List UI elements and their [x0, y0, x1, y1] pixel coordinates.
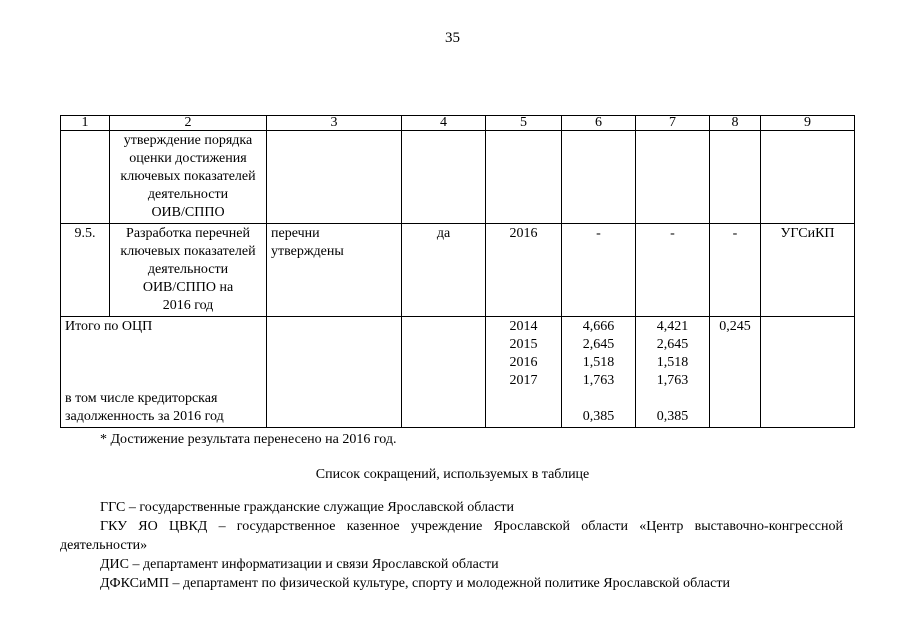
table-cell-years: 2014 2015 2016 2017 [486, 317, 562, 428]
program-table [60, 115, 855, 428]
table-cell-value: да [402, 224, 486, 317]
table-cell-number: 9.5. [61, 224, 110, 317]
table-cell-amount: - [636, 224, 710, 317]
table-cell [761, 317, 855, 428]
table-row-9-5 [61, 224, 855, 317]
table-cell [402, 131, 486, 224]
table-cell-result: перечни утверждены [267, 224, 402, 317]
abbreviations-list [60, 498, 843, 593]
table-cell-amount-total: 4,666 2,645 1,518 1,763 0,385 [562, 317, 636, 428]
abbreviation-item: ДФКСиМП – департамент по физической культуре, спорту и молодежной политике Ярославской области [100, 576, 730, 591]
footnote: * Достижение результата перенесено на 2016 год. [100, 432, 397, 447]
table-cell-description: Разработка перечней ключевых показателей деятельности ОИВ/СППО на 2016 год [110, 224, 267, 317]
header-cell: 1 [61, 116, 110, 131]
table-cell-total-label [61, 317, 267, 428]
total-label: Итого по ОЦП [65, 319, 153, 334]
table-cell-year: 2016 [486, 224, 562, 317]
header-cell: 7 [636, 116, 710, 131]
table-cell-amount: - [710, 224, 761, 317]
header-cell: 4 [402, 116, 486, 131]
table-cell-description: утверждение порядка оценки достижения ключевых показателей деятельности ОИВ/СППО [110, 131, 267, 224]
abbreviation-item: ГГС – государственные гражданские служащие Ярославской области [100, 500, 515, 515]
abbreviation-item: ГКУ ЯО ЦВКД – государственное казенное учреждение Ярославской области «Центр выставочно-конгрессной деятельности» [60, 519, 843, 553]
table-cell [761, 131, 855, 224]
table-header-row [61, 116, 855, 131]
table-cell-executor: УГСиКП [761, 224, 855, 317]
total-sub-label: в том числе кредиторская задолженность за 2016 год [65, 391, 224, 424]
table-cell-amount: - [562, 224, 636, 317]
header-cell: 6 [562, 116, 636, 131]
table-cell [267, 317, 402, 428]
header-cell: 2 [110, 116, 267, 131]
page-number: 35 [445, 30, 460, 46]
table-cell [562, 131, 636, 224]
abbreviations-title: Список сокращений, используемых в таблице [315, 467, 590, 482]
table-cell-amount-total: 4,421 2,645 1,518 1,763 0,385 [636, 317, 710, 428]
table-cell-amount-total: 0,245 [710, 317, 761, 428]
table-row-continuation [61, 131, 855, 224]
table-cell [486, 131, 562, 224]
abbreviation-item: ДИС – департамент информатизации и связи Ярославской области [100, 557, 499, 572]
header-cell: 3 [267, 116, 402, 131]
header-cell: 5 [486, 116, 562, 131]
header-cell: 8 [710, 116, 761, 131]
table-row-total [61, 317, 855, 428]
header-cell: 9 [761, 116, 855, 131]
table-cell [267, 131, 402, 224]
table-cell [402, 317, 486, 428]
table-cell [636, 131, 710, 224]
table-cell [61, 131, 110, 224]
table-cell [710, 131, 761, 224]
